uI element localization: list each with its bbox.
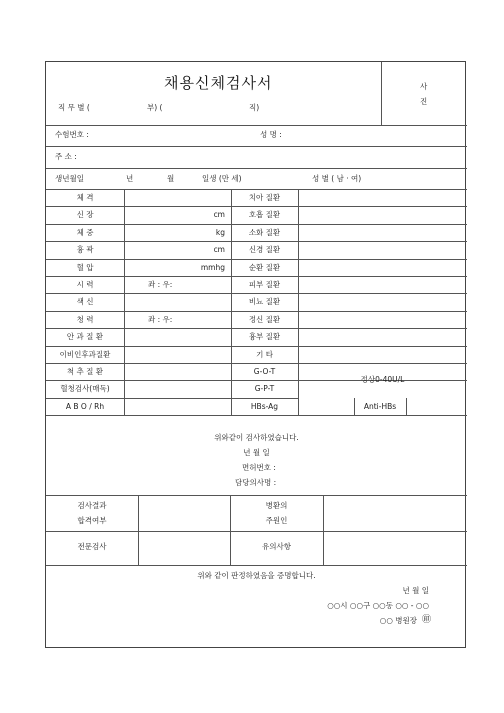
- exam-item-label: HBs-Ag: [250, 401, 279, 411]
- exam-item-label: 신 장: [76, 210, 94, 220]
- photo-label-2: 진: [420, 97, 428, 106]
- job-label: 직 무 별 (: [58, 103, 90, 112]
- exam-item-label: 체 격: [76, 193, 94, 202]
- grid-line: [46, 398, 298, 399]
- exam-item-unit: 좌 : 우:: [148, 314, 173, 324]
- exam-item-label: 이비인후과질환: [59, 349, 111, 359]
- health-exam-form: [45, 61, 466, 648]
- grid-line: [124, 189, 125, 415]
- cause-label-1: 병환의: [265, 501, 288, 510]
- exam-item-label: 척 추 질 환: [66, 367, 104, 376]
- grid-line: [46, 259, 467, 260]
- dob-label: 생년월일: [55, 174, 84, 183]
- exam-item-label: 비뇨 질환: [248, 297, 281, 307]
- grid-line: [46, 415, 467, 416]
- photo-label-1: 사: [420, 82, 428, 91]
- grid-line: [406, 398, 407, 415]
- job-dept: 부) (: [147, 103, 163, 112]
- cause-label-2: 주원인: [265, 516, 288, 525]
- grid-line: [46, 311, 467, 312]
- exam-item-unit: kg: [215, 227, 225, 237]
- exam-item-label: 색 신: [76, 297, 94, 307]
- exam-item-label: 소화 질환: [248, 227, 281, 237]
- dob-year: 년: [126, 174, 134, 183]
- exam-item-label: 혈 압: [76, 262, 94, 272]
- exam-item-unit: cm: [213, 245, 225, 255]
- result-label-2: 합격여부: [77, 516, 107, 525]
- grid-line: [46, 293, 467, 294]
- notes-label: 유의사항: [262, 542, 291, 551]
- exam-item-label: 체 중: [76, 227, 94, 237]
- exam-item-label: 기 타: [256, 349, 273, 359]
- exam-item-label: 호흡 질환: [248, 210, 281, 220]
- exam-item-label: 청 력: [76, 314, 94, 324]
- certification-statement: 위와 같이 판정하였음을 증명합니다.: [197, 571, 316, 580]
- sex-field[interactable]: 성 별 ( 남 · 여): [312, 174, 362, 183]
- exam-item-unit: 좌 : 우:: [148, 280, 173, 289]
- exam-item-label: 피부 질환: [248, 280, 281, 289]
- exam-number-field[interactable]: 수험번호 :: [55, 130, 89, 139]
- exam-item-label: 치아 질환: [248, 193, 281, 202]
- exam-item-unit: cm: [213, 210, 225, 220]
- seal-icon: ㊞: [422, 615, 432, 625]
- exam-item-label: G-O-T: [253, 367, 276, 376]
- doctor-name-field[interactable]: 담당의사명 :: [235, 478, 277, 487]
- exam-item-unit: mmhg: [200, 262, 225, 272]
- name-field[interactable]: 성 명 :: [260, 130, 282, 139]
- grid-line: [46, 241, 467, 242]
- exam-item-label: 시 력: [76, 280, 94, 289]
- got-gpt-normal-range: 정상0-40U/L: [360, 375, 405, 384]
- dob-month: 월: [167, 174, 175, 183]
- job-position: 직): [249, 103, 260, 112]
- exam-item-label: G-P-T: [254, 384, 275, 394]
- exam-item-label: 신경 질환: [248, 245, 281, 255]
- exam-item-label: 안 과 질 환: [66, 332, 104, 342]
- exam-item-label: 흉부 질환: [248, 332, 281, 342]
- grid-line: [46, 328, 467, 329]
- grid-line: [46, 224, 467, 225]
- exam-item-label: 혈청검사(매독): [60, 384, 110, 394]
- hospital-address: ○○시 ○○구 ○○동 ○○ - ○○: [327, 601, 429, 610]
- doctor-statement: 위와같이 검사하였습니다.: [214, 433, 299, 442]
- result-label-1: 검사결과: [77, 501, 107, 510]
- exam-item-label: 흉 곽: [76, 245, 94, 255]
- grid-line: [46, 276, 467, 277]
- grid-line: [46, 206, 467, 207]
- anti-hbs-label: Anti-HBs: [363, 401, 397, 411]
- hospital-director: ○○ 병원장: [379, 616, 417, 625]
- grid-line: [46, 363, 467, 364]
- doctor-date: 년 월 일: [243, 448, 270, 457]
- address-field[interactable]: 주 소 :: [55, 152, 77, 161]
- exam-item-label: 순환 질환: [248, 262, 281, 272]
- special-exam-label: 전문검사: [77, 542, 107, 551]
- dob-day-age: 일생 (만 세): [202, 174, 242, 183]
- exam-item-label: A B O / Rh: [65, 401, 105, 411]
- exam-item-label: 정신 질환: [248, 314, 281, 324]
- photo-box-divider: [381, 62, 382, 125]
- grid-line: [46, 346, 467, 347]
- certification-date: 년 월 일: [402, 586, 429, 595]
- form-title: 채용신체검사서: [164, 74, 273, 92]
- license-number-field[interactable]: 면허번호 :: [242, 463, 276, 472]
